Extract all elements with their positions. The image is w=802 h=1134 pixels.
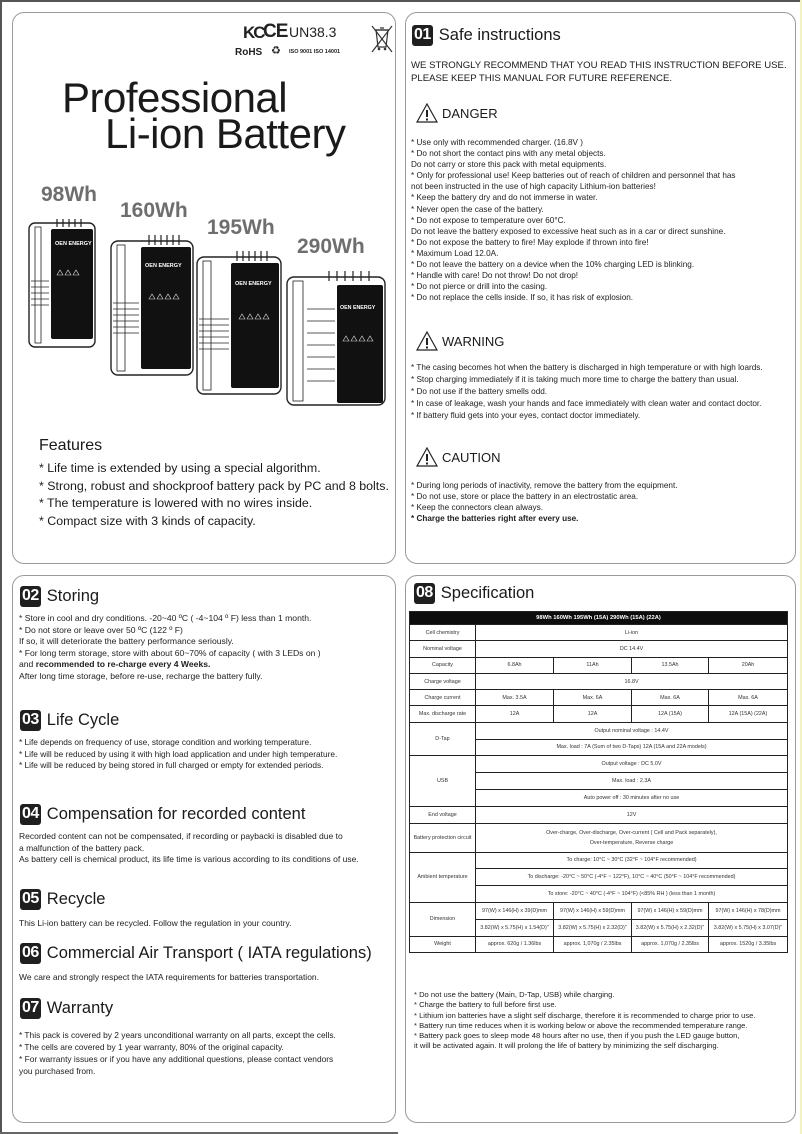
specification-table	[409, 611, 788, 953]
model-label-290wh: 290Wh	[297, 235, 365, 258]
spec-note: * Do not use the battery (Main, D-Tap, USB) while charging.	[414, 990, 615, 999]
warning-item: * In case of leakage, wash your hands and face immediately with clean water and contact doctor.	[411, 399, 762, 408]
storing-line: After long time storage, before re-use, recharge the battery fully.	[19, 670, 263, 681]
compensation-text	[19, 831, 359, 866]
spec-value: 6.8Ah	[476, 657, 554, 673]
danger-item: * Handle with care! Do not throw! Do not drop!	[411, 271, 579, 281]
kc-mark-icon: KC	[243, 23, 264, 42]
warning-item: * If battery fluid gets into your eyes, contact doctor immediately.	[411, 411, 641, 420]
danger-item: * Only for professional use! Keep batteries out of reach of children and personnel that has	[411, 171, 736, 181]
svg-text:OEN ENERGY: OEN ENERGY	[235, 281, 272, 287]
spec-label: Ambient temperature	[410, 852, 476, 902]
compensation-line: Recorded content can not be compensated, if recording or paybacki is disabled due to	[19, 831, 343, 841]
warning-item: * Do not use if the battery smells odd.	[411, 387, 548, 396]
caution-item: * Keep the connectors clean always.	[411, 503, 543, 513]
cover-panel	[12, 12, 396, 564]
specification-panel	[405, 575, 796, 1123]
warning-list	[411, 362, 763, 422]
danger-item: * Do not expose the battery to fire! May explode if thrown into fire!	[411, 237, 649, 247]
notice-line: PLEASE KEEP THIS MANUAL FOR FUTURE REFERENCE.	[411, 73, 673, 84]
caution-list	[411, 480, 678, 524]
spec-note: * Battery pack goes to sleep mode 48 hours after no use, then if you push the LED gauge button,	[414, 1031, 740, 1041]
spec-value: Max. 6A	[632, 690, 709, 706]
section-number-badge: 05	[20, 889, 41, 910]
section-heading-warranty	[20, 998, 113, 1019]
warning-label: WARNING	[442, 333, 505, 349]
warning-item: * Stop charging immediately if it is taking much more time to charge the battery than usual.	[411, 375, 739, 384]
air-transport-text: We care and strongly respect the IATA requirements for batteries transportation.	[19, 972, 320, 982]
section-title: Compensation for recorded content	[46, 805, 306, 823]
certification-marks	[231, 21, 396, 61]
spec-value: approx. 1520g / 3.35lbs	[709, 936, 788, 953]
section-number-badge: 01	[412, 25, 433, 46]
compensation-line: As battery cell is chemical product, its life time is various according to its conditions of use.	[19, 854, 359, 864]
section-number-badge: 04	[20, 804, 41, 825]
spec-label: Weight	[410, 936, 476, 953]
danger-item: * Do not leave the battery on a device when the 10% charging LED is blinking.	[411, 260, 695, 270]
compensation-line: a malfunction of the battery pack.	[19, 842, 145, 853]
warning-triangle-icon	[416, 447, 438, 467]
un38-3-label: UN38.3	[289, 24, 337, 40]
spec-label: End voltage	[410, 806, 476, 823]
spec-value-line: Over-charge, Over-discharge, Over-current ( Cell and Pack separately),	[546, 829, 717, 836]
section-title: Commercial Air Transport ( IATA regulations)	[46, 944, 372, 962]
spec-value: Auto power off : 30 minutes after no use	[476, 789, 788, 806]
caution-item: * During long periods of inactivity, remove the battery from the equipment.	[411, 481, 678, 490]
caution-label: CAUTION	[442, 449, 501, 465]
section-title: Specification	[440, 584, 535, 602]
spec-row-max-discharge	[410, 706, 788, 722]
life-cycle-line: * Life depends on frequency of use, storage condition and working temperature.	[19, 737, 312, 747]
spec-value: 97(W) x 146(H) x 59(D)mm	[554, 902, 632, 919]
section-number-badge: 06	[20, 943, 41, 964]
spec-value: 12A (15A)	[632, 706, 709, 722]
spec-note: * Battery run time reduces when it is working below or above the recommended temperature range.	[414, 1020, 748, 1030]
storing-line: * For long term storage, store with about 60~70% of capacity ( with 3 LEDs on )	[19, 647, 321, 658]
life-cycle-line: * Life will be reduced by being stored in full charged or empty for extended periods.	[19, 760, 324, 770]
features-heading: Features	[39, 437, 103, 454]
warning-heading	[416, 331, 504, 351]
spec-value: 3.82(W) x 5.75(H) x 2.32(D)"	[632, 919, 709, 936]
spec-value: To charge: 10°C ~ 30°C (32°F ~ 104°F recommended)	[476, 852, 788, 869]
spec-label: Charge voltage	[410, 673, 476, 689]
warning-triangle-icon	[416, 103, 438, 123]
danger-item: * Do not pierce or drill into the casing.	[411, 282, 548, 292]
danger-item: * Never open the case of the battery.	[411, 204, 544, 214]
spec-value: approx. 1,070g / 2.35lbs	[554, 936, 632, 953]
danger-item: * Do not replace the cells inside. If so, it has risk of explosion.	[411, 293, 634, 303]
section-number-badge: 08	[414, 583, 435, 604]
spec-label: Capacity	[410, 657, 476, 673]
recycle-icon: ♻	[271, 45, 281, 57]
spec-row-capacity	[410, 657, 788, 673]
storing-line: * Do not store or leave over 50 ºC (122 º F)	[19, 624, 183, 635]
spec-value: 97(W) x 146(H) x 59(D)mm	[632, 902, 709, 919]
spec-value: 12A (15A) (22A)	[709, 706, 788, 722]
danger-item: Do not carry or store this pack with metal equipments.	[411, 160, 607, 170]
spec-value: 3.82(W) x 5.75(H) x 1.54(D)"	[476, 919, 554, 936]
caution-heading	[416, 447, 501, 467]
spec-value: Output voltage : DC 5.0V	[476, 756, 788, 773]
spec-note: * Lithium ion batteries have a slight self discharge, therefore it is recommended to charge prior to use.	[414, 1010, 756, 1020]
spec-label: Cell chemistry	[410, 625, 476, 641]
spec-notes-list	[414, 990, 755, 1052]
danger-item: * Do not short the contact pins with any metal objects.	[411, 149, 606, 159]
spec-label: Charge current	[410, 690, 476, 706]
read-notice	[411, 59, 787, 85]
spec-row-cell-chemistry	[410, 625, 788, 641]
feature-item: * The temperature is lowered with no wires inside.	[39, 496, 313, 510]
section-heading-safe	[412, 25, 561, 46]
spec-value: 3.82(W) x 5.75(H) x 3.07(D)"	[709, 919, 788, 936]
section-title: Warranty	[46, 999, 114, 1017]
spec-label: D-Tap	[410, 722, 476, 756]
section-heading-storing	[20, 586, 99, 607]
spec-value: Li-ion	[476, 625, 788, 641]
storing-line: If so, it will deteriorate the battery performance seriously.	[19, 636, 234, 646]
section-title: Life Cycle	[46, 711, 120, 729]
spec-value: 97(W) x 146(H) x 78(D)mm	[709, 902, 788, 919]
warranty-text	[19, 1029, 336, 1077]
storing-line	[19, 659, 321, 671]
section-heading-specification	[414, 583, 534, 604]
spec-row-dtap	[410, 722, 788, 739]
recycle-text: This Li-ion battery can be recycled. Follow the regulation in your country.	[19, 918, 292, 928]
spec-value: Max. load : 2.3A	[476, 773, 788, 790]
caution-item: * Do not use, store or place the battery in an electrostatic area.	[411, 492, 639, 502]
section-title: Recycle	[46, 890, 106, 908]
storing-and-prefix: and	[19, 659, 36, 669]
section-heading-air-transport	[20, 943, 372, 964]
danger-list	[411, 137, 736, 303]
warranty-line: * The cells are covered by 1 year warranty, 80% of the original capacity.	[19, 1042, 284, 1052]
danger-item: not been instructed in the use of high capacity Lithium-ion batteries!	[411, 182, 656, 192]
spec-label: Max. discharge rate	[410, 706, 476, 722]
product-title-line1: Professional	[62, 74, 288, 121]
spec-value: Max. 3.5A	[476, 690, 554, 706]
spec-value: Max. 6A	[709, 690, 788, 706]
spec-header-row	[410, 612, 788, 625]
spec-value: 12A	[476, 706, 554, 722]
feature-item: * Compact size with 3 kinds of capacity.	[39, 513, 256, 528]
spec-label: Dimension	[410, 902, 476, 936]
features-list	[39, 460, 389, 530]
spec-value-line: Over-temperature, Reverse charge	[589, 839, 674, 846]
spec-row-nominal-voltage	[410, 641, 788, 657]
svg-text:OEN ENERGY: OEN ENERGY	[145, 263, 182, 269]
spec-value: 12A	[554, 706, 632, 722]
spec-value: approx. 620g / 1.36lbs	[476, 936, 554, 953]
warranty-line: you purchased from.	[19, 1066, 96, 1076]
spec-row-weight	[410, 936, 788, 953]
model-label-195wh: 195Wh	[207, 216, 275, 239]
spec-value: 20Ah	[709, 657, 788, 673]
spec-row-usb	[410, 756, 788, 773]
spec-row-charge-voltage	[410, 673, 788, 689]
spec-value: Max. load : 7A (Sum of two D-Taps) 12A (15A and 22A models)	[476, 739, 788, 756]
spec-label: USB	[410, 756, 476, 806]
warranty-line: * This pack is covered by 2 years unconditional warranty on all parts, except the cells.	[19, 1030, 336, 1040]
spec-value: 11Ah	[554, 657, 632, 673]
product-title-line2: Li-ion Battery	[105, 110, 346, 157]
svg-text:OEN ENERGY: OEN ENERGY	[55, 241, 92, 247]
storing-text	[19, 613, 321, 682]
spec-row-ambient	[410, 852, 788, 869]
spec-note: * Charge the battery to full before first use.	[414, 1000, 557, 1010]
spec-value: 97(W) x 146(H) x 39(D)mm	[476, 902, 554, 919]
spec-row-charge-current	[410, 690, 788, 706]
svg-text:OEN ENERGY: OEN ENERGY	[340, 305, 376, 311]
section-title: Storing	[46, 587, 100, 605]
battery-290wh-illustration	[285, 269, 389, 407]
spec-value: Max. 6A	[554, 690, 632, 706]
storing-recharge-emphasis: recommended to re-charge every 4 Weeks.	[35, 659, 211, 669]
page-frame-left	[0, 0, 2, 1134]
section-heading-life-cycle	[20, 710, 119, 731]
spec-value	[476, 823, 788, 852]
warning-item: * The casing becomes hot when the battery is discharged in high temperature or with high loards.	[411, 363, 763, 372]
spec-label: Nominal voltage	[410, 641, 476, 657]
care-info-panel	[12, 575, 396, 1123]
model-label-98wh: 98Wh	[41, 183, 98, 206]
ce-mark-icon: CE	[263, 21, 288, 42]
spec-value: approx. 1,070g / 2.35lbs	[632, 936, 709, 953]
spec-value: To discharge: -20°C ~ 50°C (-4°F ~ 122°F), 10°C ~ 40°C (50°F ~ 104°F recommended)	[476, 869, 788, 886]
caution-item-emphasized: * Charge the batteries right after every use.	[411, 514, 579, 524]
section-number-badge: 07	[20, 998, 41, 1019]
model-label-160wh: 160Wh	[120, 199, 188, 222]
section-heading-compensation	[20, 804, 305, 825]
spec-label: Battery protection circuit	[410, 823, 476, 852]
spec-value: 12V	[476, 806, 788, 823]
section-heading-recycle	[20, 889, 105, 910]
warranty-line: * For warranty issues or if you have any additional questions, please contact vendors	[19, 1054, 334, 1064]
safe-instructions-panel	[405, 12, 796, 564]
spec-value: To store: -20°C ~ 40°C (-4°F ~ 104°F) (<85% RH ) (less than 1 month)	[476, 886, 788, 903]
danger-heading	[416, 103, 498, 123]
rohs-label: RoHS	[235, 47, 263, 58]
feature-item: * Strong, robust and shockproof battery pack by PC and 8 bolts.	[39, 478, 389, 493]
battery-98wh-illustration	[27, 217, 99, 350]
life-cycle-text	[19, 737, 337, 772]
danger-label: DANGER	[442, 105, 498, 121]
spec-value: DC 14.4V	[476, 641, 788, 657]
danger-item: * Use only with recommended charger. (16.8V )	[411, 138, 584, 147]
section-number-badge: 02	[20, 586, 41, 607]
iso-label: ISO 9001 ISO 14001	[289, 49, 341, 55]
spec-value: Output nominal voltage : 14.4V	[476, 722, 788, 739]
notice-line: WE STRONGLY RECOMMEND THAT YOU READ THIS INSTRUCTION BEFORE USE.	[411, 60, 787, 71]
feature-item: * Life time is extended by using a special algorithm.	[39, 461, 321, 475]
spec-note: it will be activated again. It will prolong the life of battery by minimizing the self discharging.	[414, 1041, 719, 1051]
spec-value: 13.5Ah	[632, 657, 709, 673]
spec-value: 3.82(W) x 5.75(H) x 2.32(D)"	[554, 919, 632, 936]
danger-item: * Do not expose to temperature over 60°C.	[411, 215, 566, 225]
danger-item: Do not leave the battery exposed to excessive heat such as in a car or direct sunshine.	[411, 226, 726, 236]
weee-bin-icon	[371, 23, 393, 55]
warning-triangle-icon	[416, 331, 438, 351]
spec-row-dimension	[410, 902, 788, 919]
section-number-badge: 03	[20, 710, 41, 731]
life-cycle-line: * Life will be reduced by using it with high load application and under high temperature.	[19, 748, 338, 759]
storing-line: * Store in cool and dry conditions. -20~40 ºC ( -4~104 º F) less than 1 month.	[19, 613, 312, 623]
battery-160wh-illustration	[109, 233, 197, 378]
spec-row-protection	[410, 823, 788, 852]
spec-value: 16.8V	[476, 673, 788, 689]
battery-195wh-illustration	[195, 249, 285, 397]
danger-item: * Keep the battery dry and do not immerse in water.	[411, 193, 598, 203]
danger-item: * Maximum Load 12.0A.	[411, 248, 499, 258]
spec-header-models: 98Wh 160Wh 195Wh (15A) 290Wh (15A) (22A)	[410, 612, 788, 625]
spec-row-end-voltage	[410, 806, 788, 823]
page-frame-top	[0, 0, 802, 2]
section-title: Safe instructions	[438, 26, 561, 44]
